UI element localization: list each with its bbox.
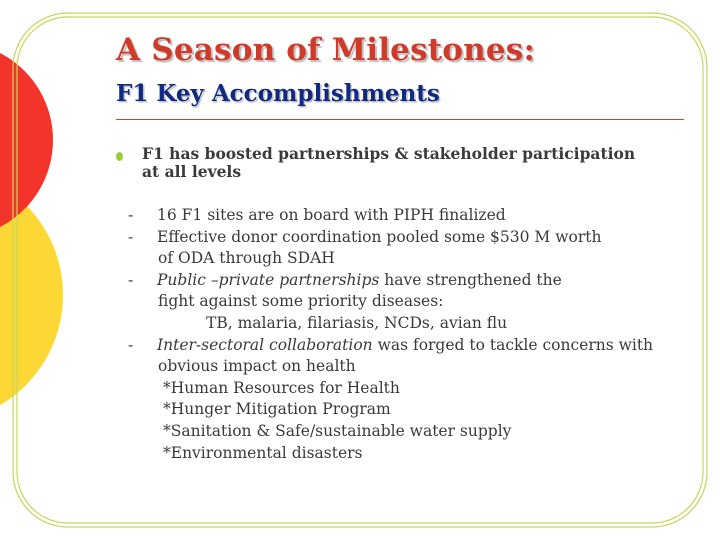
star-item-hrh: *Human Resources for Health (163, 379, 400, 397)
intersectoral-emphasis: Inter-sectoral collaboration (157, 336, 373, 354)
sub-item-ppp-line-1 (157, 270, 562, 292)
sub-item-donor-line-1: Effective donor coordination pooled some $530 M worth (157, 228, 602, 246)
main-bullet (142, 145, 682, 181)
slide-subtitle: F1 Key Accomplishments (116, 80, 440, 107)
star-item-sanitation: *Sanitation & Safe/sustainable water supply (163, 422, 512, 440)
sub-item-intersectoral-line-1 (157, 335, 653, 357)
intersectoral-rest: was forged to tackle concerns with (372, 336, 654, 354)
star-item-hunger: *Hunger Mitigation Program (163, 400, 391, 418)
main-bullet-line-1: F1 has boosted partnerships & stakeholder participation (142, 144, 636, 163)
ppp-rest: have strengthened the (379, 271, 562, 289)
dash-marker: - (128, 271, 134, 289)
slide-title: A Season of Milestones: (116, 32, 536, 68)
bullet-dot-icon (116, 152, 123, 161)
sub-item-intersectoral-line-2: obvious impact on health (158, 357, 356, 375)
ppp-emphasis: Public –private partnerships (157, 271, 380, 289)
sub-item-ppp-line-3: TB, malaria, filariasis, NCDs, avian flu (206, 314, 508, 332)
title-divider (116, 119, 684, 120)
star-item-environment: *Environmental disasters (163, 444, 363, 462)
sub-item-ppp-line-2: fight against some priority diseases: (158, 292, 444, 310)
dash-marker: - (128, 336, 134, 354)
dash-marker: - (128, 206, 134, 224)
dash-marker: - (128, 228, 134, 246)
sub-item-sites: 16 F1 sites are on board with PIPH finalized (157, 206, 506, 224)
main-bullet-line-2: at all levels (142, 162, 242, 181)
sub-item-donor-line-2: of ODA through SDAH (158, 249, 335, 267)
